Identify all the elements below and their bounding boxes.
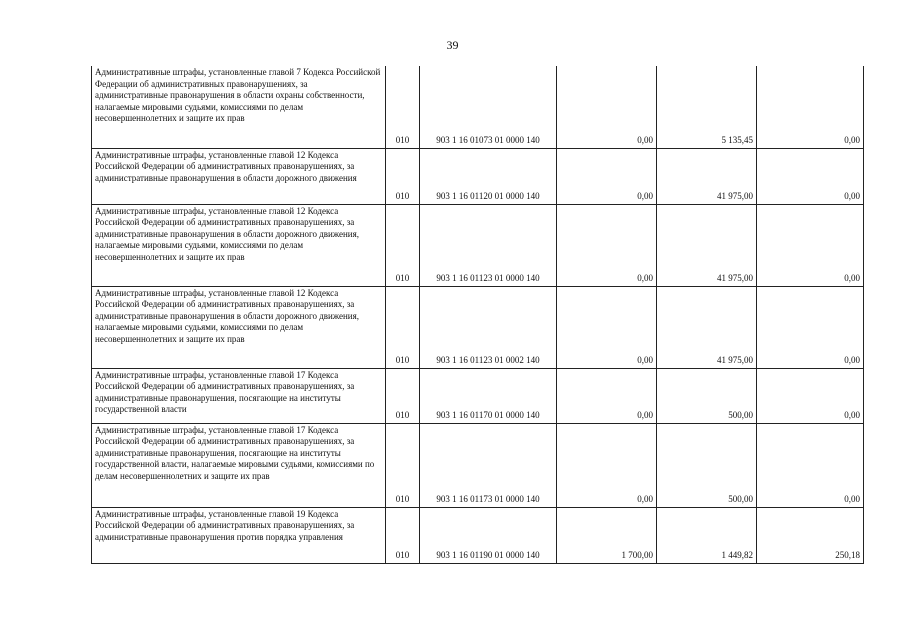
row-value-2: 1 449,82	[657, 507, 757, 563]
row-kbk: 903 1 16 01170 01 0000 140	[420, 368, 557, 423]
report-table-body	[92, 66, 864, 563]
row-code: 010	[386, 286, 420, 368]
row-code: 010	[386, 507, 420, 563]
row-name: Административные штрафы, установленные главой 12 Кодекса Российской Федерации об административных правонарушениях, за административные правонарушения в области дорожного движения, налагаемые мировыми судьями, комиссиями по делам несовершеннолетних и защите их прав	[92, 286, 386, 368]
row-value-1: 0,00	[557, 148, 657, 204]
row-kbk: 903 1 16 01120 01 0000 140	[420, 148, 557, 204]
row-value-3: 0,00	[757, 204, 864, 286]
table-row	[92, 66, 864, 148]
row-name: Административные штрафы, установленные главой 17 Кодекса Российской Федерации об административных правонарушениях, за административные правонарушения, посягающие на институты государственной власти	[92, 368, 386, 423]
row-name: Административные штрафы, установленные главой 7 Кодекса Российской Федерации об административных правонарушениях, за административные правонарушения в области охраны собственности, налагаемые мировыми судьями, комиссиями по делам несовершеннолетних и защите их прав	[92, 66, 386, 148]
row-value-3: 0,00	[757, 286, 864, 368]
row-code: 010	[386, 204, 420, 286]
row-value-2: 41 975,00	[657, 148, 757, 204]
table-row	[92, 204, 864, 286]
table-row	[92, 148, 864, 204]
row-value-3: 0,00	[757, 66, 864, 148]
table-row	[92, 507, 864, 563]
row-kbk: 903 1 16 01190 01 0000 140	[420, 507, 557, 563]
row-kbk: 903 1 16 01123 01 0002 140	[420, 286, 557, 368]
row-code: 010	[386, 66, 420, 148]
row-value-3: 0,00	[757, 423, 864, 507]
page-number: 39	[446, 38, 459, 52]
table-row	[92, 368, 864, 423]
row-value-1: 1 700,00	[557, 507, 657, 563]
table-row	[92, 286, 864, 368]
row-value-1: 0,00	[557, 204, 657, 286]
row-name: Административные штрафы, установленные главой 19 Кодекса Российской Федерации об административных правонарушениях, за административные правонарушения против порядка управления	[92, 507, 386, 563]
row-code: 010	[386, 368, 420, 423]
table-row	[92, 423, 864, 507]
row-value-2: 500,00	[657, 368, 757, 423]
row-value-1: 0,00	[557, 423, 657, 507]
row-value-2: 41 975,00	[657, 286, 757, 368]
row-value-2: 500,00	[657, 423, 757, 507]
row-name: Административные штрафы, установленные главой 12 Кодекса Российской Федерации об административных правонарушениях, за административные правонарушения в области дорожного движения, налагаемые мировыми судьями, комиссиями по делам несовершеннолетних и защите их прав	[92, 204, 386, 286]
row-value-1: 0,00	[557, 368, 657, 423]
row-value-1: 0,00	[557, 286, 657, 368]
row-value-3: 0,00	[757, 368, 864, 423]
row-kbk: 903 1 16 01073 01 0000 140	[420, 66, 557, 148]
row-kbk: 903 1 16 01173 01 0000 140	[420, 423, 557, 507]
row-code: 010	[386, 423, 420, 507]
row-code: 010	[386, 148, 420, 204]
row-value-2: 5 135,45	[657, 66, 757, 148]
row-kbk: 903 1 16 01123 01 0000 140	[420, 204, 557, 286]
row-value-2: 41 975,00	[657, 204, 757, 286]
row-value-3: 250,18	[757, 507, 864, 563]
row-value-3: 0,00	[757, 148, 864, 204]
row-value-1: 0,00	[557, 66, 657, 148]
report-table	[91, 66, 864, 564]
row-name: Административные штрафы, установленные главой 12 Кодекса Российской Федерации об административных правонарушениях, за административные правонарушения в области дорожного движения	[92, 148, 386, 204]
row-name: Административные штрафы, установленные главой 17 Кодекса Российской Федерации об административных правонарушениях, за административные правонарушения, посягающие на институты государственной власти, налагаемые мировыми судьями, комиссиями по делам несовершеннолетних и защите их прав	[92, 423, 386, 507]
